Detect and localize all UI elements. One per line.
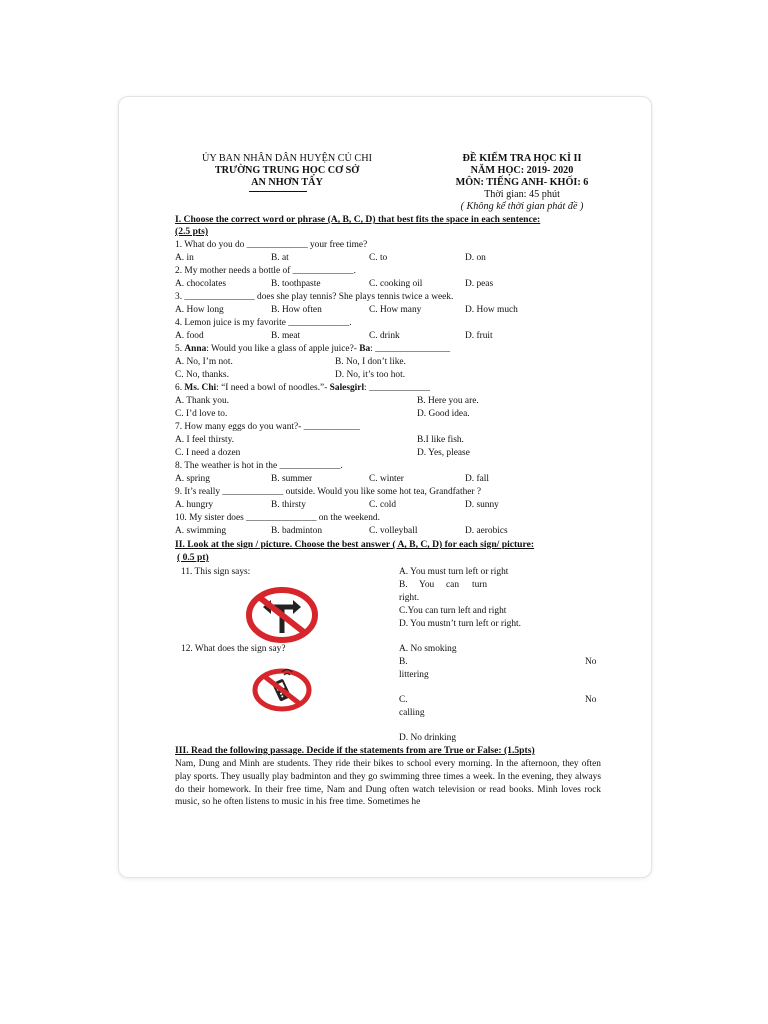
question-3: 3. _______________ does she play tennis? She plays tennis twice a week.	[175, 292, 454, 302]
q5-option-c: C. No, thanks.	[175, 370, 229, 380]
header-divider	[249, 191, 307, 192]
q8-option-d: D. fall	[465, 474, 489, 484]
q6-speaker-salesgirl: Salesgirl	[329, 383, 365, 393]
question-11: 11. This sign says:	[181, 567, 251, 577]
section1-title: I. Choose the correct word or phrase (A, B, C, D) that best fits the space in each sentence:	[175, 214, 541, 225]
section3-title: III. Read the following passage. Decide if the statements from are True or False: (1.5pts)	[175, 745, 535, 756]
q12-option-c-cont: calling	[399, 708, 425, 718]
q7-option-d: D. Yes, please	[417, 448, 470, 458]
q12-option-b-letter: B.	[399, 657, 408, 667]
q11-option-b-word2: can	[446, 580, 460, 590]
time-note: ( Không kể thời gian phát đề )	[460, 201, 584, 212]
q5-speaker-ba: Ba	[359, 344, 371, 354]
time-allowed: Thời gian: 45 phút	[484, 189, 560, 200]
q12-option-b-cont: littering	[399, 670, 429, 680]
q12-option-d: D. No drinking	[399, 733, 457, 743]
q5-option-b: B. No, I don’t like.	[335, 357, 406, 367]
header-committee: ỦY BAN NHÂN DÂN HUYỆN CỦ CHI	[202, 153, 372, 164]
q6-number: 6.	[175, 383, 183, 393]
q10-option-d: D. aerobics	[465, 526, 508, 536]
q3-option-d: D. How much	[465, 305, 518, 315]
q6-option-b: B. Here you are.	[417, 396, 479, 406]
q7-option-c: C. I need a dozen	[175, 448, 241, 458]
q2-option-d: D. peas	[465, 279, 494, 289]
question-12: 12. What does the sign say?	[181, 644, 286, 654]
no-calling-sign-icon	[251, 667, 313, 713]
q5-option-a: A. No, I’m not.	[175, 357, 233, 367]
reading-passage: Nam, Dung and Minh are students. They ride their bikes to school every morning. In the afternoon, they often play sports. They usually play badminton and they go swimming three times a week. In the evening, they always do their homework. In their free time, Nam and Dung often watch television or read books. Minh loves rock music, so he often listens to music in his free time. Sometimes he	[175, 759, 601, 808]
header-school-name: AN NHƠN TÂY	[251, 177, 323, 188]
q4-option-a: A. food	[175, 331, 204, 341]
q1-option-d: D. on	[465, 253, 486, 263]
q5-text: : Would you like a glass of apple juice?-	[206, 344, 357, 354]
q6-blank: : _____________	[364, 383, 430, 393]
q11-option-b-word3: turn	[472, 580, 488, 590]
q5-speaker-anna: Anna	[184, 344, 207, 354]
q11-option-b-word1: You	[419, 580, 435, 590]
q4-option-c: C. drink	[369, 331, 400, 341]
q11-option-a: A. You must turn left or right	[399, 567, 509, 577]
q8-option-c: C. winter	[369, 474, 404, 484]
question-1: 1. What do you do _____________ your free time?	[175, 240, 368, 250]
q3-option-a: A. How long	[175, 305, 224, 315]
q1-option-a: A. in	[175, 253, 194, 263]
q2-option-b: B. toothpaste	[271, 279, 321, 289]
question-9: 9. It’s really _____________ outside. Would you like some hot tea, Grandfather ?	[175, 487, 482, 497]
q5-number: 5.	[175, 344, 183, 354]
q3-option-c: C. How many	[369, 305, 422, 315]
section2-title: II. Look at the sign / picture. Choose the best answer ( A, B, C, D) for each sign/ picture:	[175, 539, 535, 550]
q3-option-b: B. How often	[271, 305, 322, 315]
q5-option-d: D. No, it’s too hot.	[335, 370, 406, 380]
q6-text: : “I need a bowl of noodles.”-	[216, 383, 328, 393]
q9-option-d: D. sunny	[465, 500, 499, 510]
section1-points: (2.5 pts)	[175, 226, 209, 237]
section2-points: ( 0.5 pt)	[177, 552, 209, 563]
q1-option-b: B. at	[271, 253, 289, 263]
q1-option-c: C. to	[369, 253, 388, 263]
q12-option-b-word: No	[585, 657, 597, 667]
q10-option-a: A. swimming	[175, 526, 227, 536]
question-10: 10. My sister does _______________ on the weekend.	[175, 513, 380, 523]
q9-option-c: C. cold	[369, 500, 397, 510]
q6-option-c: C. I’d love to.	[175, 409, 228, 419]
no-turn-sign-icon	[243, 585, 321, 645]
q7-option-b: B.I like fish.	[417, 435, 464, 445]
question-4: 4. Lemon juice is my favorite _____________.	[175, 318, 352, 328]
exam-page	[118, 96, 652, 878]
q11-option-b-cont: right.	[399, 593, 420, 603]
q10-option-c: C. volleyball	[369, 526, 418, 536]
question-8: 8. The weather is hot in the _____________.	[175, 461, 343, 471]
q6-option-a: A. Thank you.	[175, 396, 229, 406]
q4-option-b: B. meat	[271, 331, 301, 341]
subject-grade: MÔN: TIẾNG ANH- KHỐI: 6	[455, 177, 589, 188]
q12-option-c-letter: C.	[399, 695, 408, 705]
q7-option-a: A. I feel thirsty.	[175, 435, 235, 445]
question-2: 2. My mother needs a bottle of _____________.	[175, 266, 356, 276]
question-5	[175, 343, 450, 355]
header-school-type: TRƯỜNG TRUNG HỌC CƠ SỞ	[214, 165, 360, 176]
question-7: 7. How many eggs do you want?- ____________	[175, 422, 360, 432]
q10-option-b: B. badminton	[271, 526, 323, 536]
question-6	[175, 382, 430, 394]
school-year: NĂM HỌC: 2019- 2020	[470, 165, 574, 176]
q6-speaker-ms-chi: Ms. Chi	[184, 383, 217, 393]
q8-option-a: A. spring	[175, 474, 210, 484]
q12-option-c-word: No	[585, 695, 597, 705]
q4-option-d: D. fruit	[465, 331, 493, 341]
q2-option-a: A. chocolates	[175, 279, 227, 289]
exam-title: ĐỀ KIỂM TRA HỌC KÌ II	[462, 153, 582, 164]
q12-option-a: A. No smoking	[399, 644, 457, 654]
q9-option-a: A. hungry	[175, 500, 214, 510]
q2-option-c: C. cooking oil	[369, 279, 423, 289]
q5-blank: : ________________	[370, 344, 451, 354]
q9-option-b: B. thirsty	[271, 500, 306, 510]
q11-option-c: C.You can turn left and right	[399, 606, 507, 616]
q11-option-d: D. You mustn’t turn left or right.	[399, 619, 521, 629]
q6-option-d: D. Good idea.	[417, 409, 470, 419]
q8-option-b: B. summer	[271, 474, 313, 484]
q11-option-b-letter: B.	[399, 580, 408, 590]
